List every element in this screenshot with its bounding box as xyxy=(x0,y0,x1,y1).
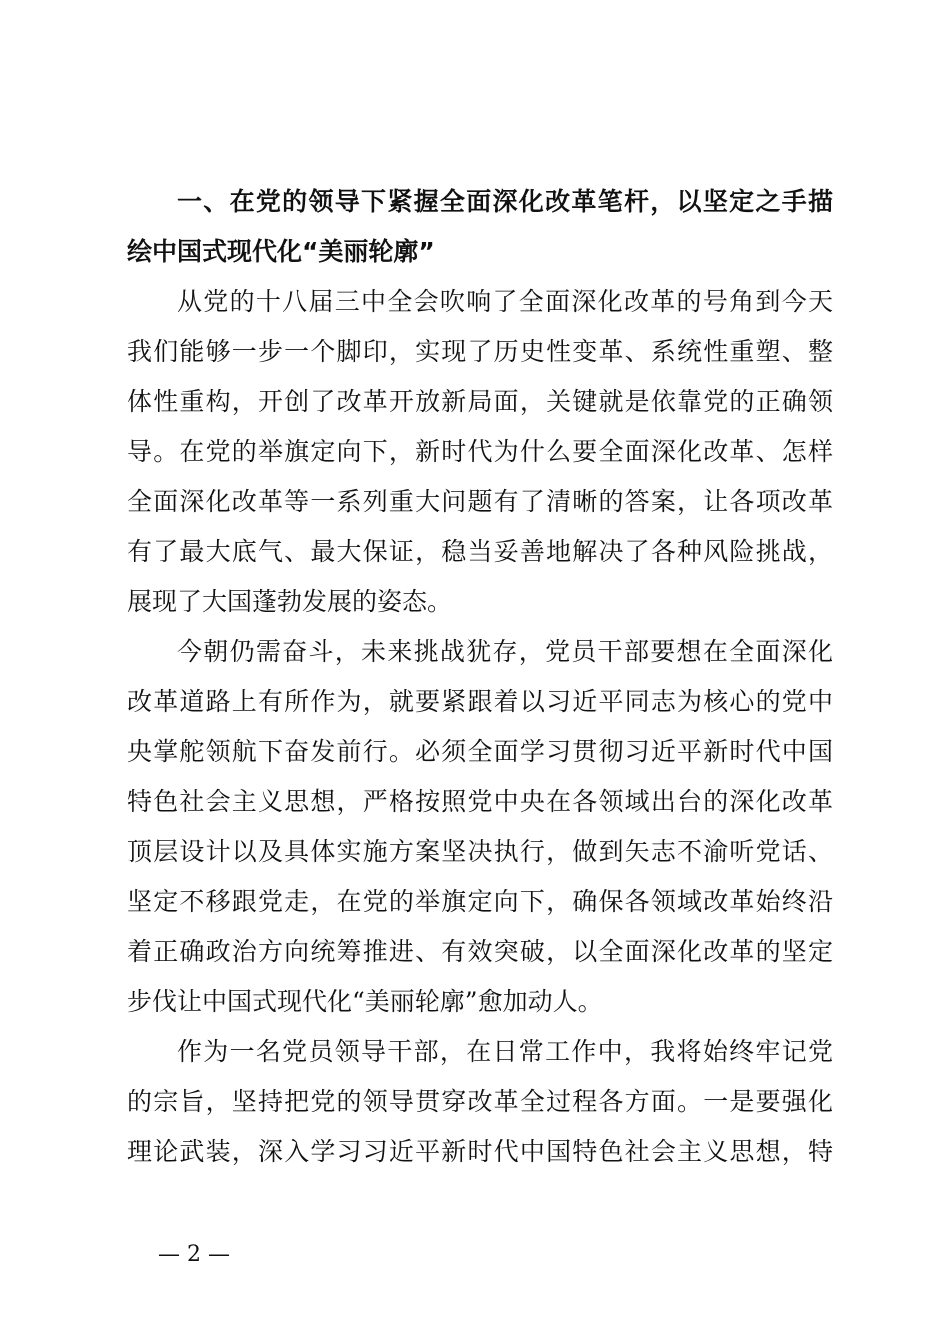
heading-line: 绘中国式现代化“美丽轮廓” xyxy=(127,237,435,266)
paragraph-line: 步伐让中国式现代化“美丽轮廓”愈加动人。 xyxy=(127,987,603,1016)
document-body xyxy=(127,177,833,1177)
paragraph-3 xyxy=(127,1027,833,1177)
paragraph-line: 顶层设计以及具体实施方案坚决执行，做到矢志不渝听党话、 xyxy=(127,837,833,866)
paragraph-line: 体性重构，开创了改革开放新局面，关键就是依靠党的正确领 xyxy=(127,387,833,416)
paragraph-line: 特色社会主义思想，严格按照党中央在各领域出台的深化改革 xyxy=(127,787,833,816)
paragraph-line: 坚定不移跟党走，在党的举旗定向下，确保各领域改革始终沿 xyxy=(127,887,833,916)
paragraph-line: 今朝仍需奋斗，未来挑战犹存，党员干部要想在全面深化 xyxy=(177,637,833,666)
page-number: — 2 — xyxy=(158,1242,230,1267)
paragraph-line: 改革道路上有所作为，就要紧跟着以习近平同志为核心的党中 xyxy=(127,687,833,716)
paragraph-line: 导。在党的举旗定向下，新时代为什么要全面深化改革、怎样 xyxy=(127,437,833,466)
paragraph-line: 央掌舵领航下奋发前行。必须全面学习贯彻习近平新时代中国 xyxy=(127,737,833,766)
paragraph-line: 的宗旨，坚持把党的领导贯穿改革全过程各方面。一是要强化 xyxy=(127,1087,833,1116)
paragraph-2 xyxy=(127,627,833,1027)
paragraph-1 xyxy=(127,277,833,627)
paragraph-line: 我们能够一步一个脚印，实现了历史性变革、系统性重塑、整 xyxy=(127,337,833,366)
paragraph-line: 理论武装，深入学习习近平新时代中国特色社会主义思想，特 xyxy=(127,1137,833,1166)
paragraph-line: 作为一名党员领导干部，在日常工作中，我将始终牢记党 xyxy=(177,1037,833,1066)
paragraph-line: 从党的十八届三中全会吹响了全面深化改革的号角到今天 xyxy=(177,287,833,316)
section-heading xyxy=(127,177,833,277)
heading-line: 一、在党的领导下紧握全面深化改革笔杆，以坚定之手描 xyxy=(177,187,833,216)
paragraph-line: 着正确政治方向统筹推进、有效突破，以全面深化改革的坚定 xyxy=(127,937,833,966)
paragraph-line: 有了最大底气、最大保证，稳当妥善地解决了各种风险挑战， xyxy=(127,537,833,566)
paragraph-line: 全面深化改革等一系列重大问题有了清晰的答案，让各项改革 xyxy=(127,487,833,516)
paragraph-line: 展现了大国蓬勃发展的姿态。 xyxy=(127,587,453,616)
